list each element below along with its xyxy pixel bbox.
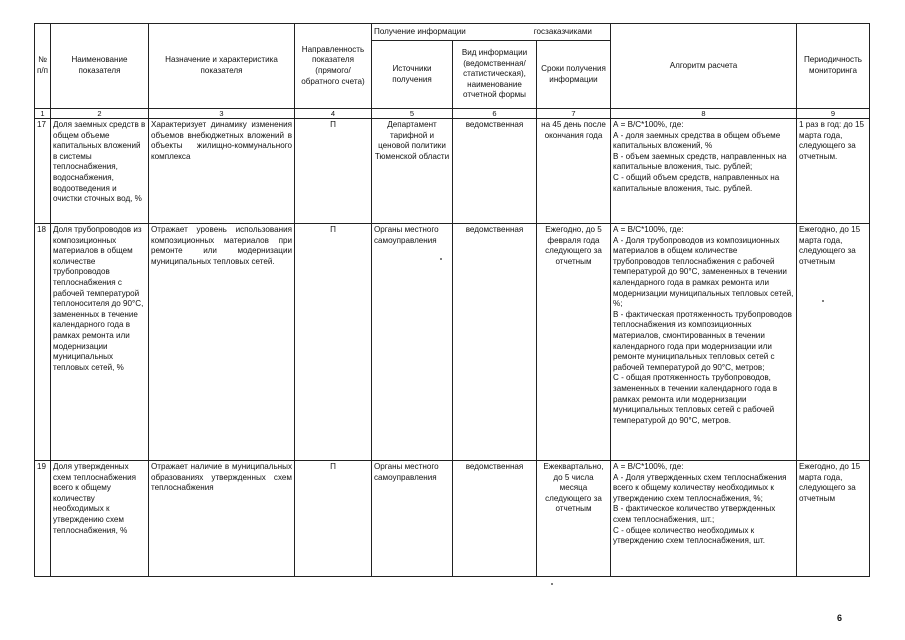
monitoring-periodicity: Ежегодно, до 15 марта года, следующего за отчетным [797,224,870,461]
algorithm-line: А = В/С*100%, где: [613,225,684,234]
table-row [35,224,870,461]
scan-speck [822,300,824,302]
header-purpose: Назначение и характеристика показателя [149,24,295,109]
column-number: 3 [149,109,295,119]
header-info-group [372,24,611,41]
indicator-name: Доля заемных средств в общем объеме капитальных вложений в системы теплоснабжения, водоснабжения, водоотведения и очистки сточных вод, % [51,119,149,224]
info-type: ведомственная [453,224,537,461]
page-number: 6 [837,613,843,623]
column-number: 9 [797,109,870,119]
info-deadline: Ежегодно, до 5 февраля года следующего за отчетным [537,224,611,461]
indicators-table [34,23,870,577]
calculation-algorithm [611,224,797,461]
scan-speck [551,583,553,585]
info-source: Департамент тарифной и ценовой политики Тюменской области [372,119,453,224]
row-num: 17 [35,119,51,224]
column-number: 2 [51,109,149,119]
row-num: 18 [35,224,51,461]
column-number: 6 [453,109,537,119]
indicator-direction: П [295,119,372,224]
header-num: № п/п [35,24,51,109]
info-source: Органы местного самоуправления [372,224,453,461]
indicator-purpose: Отражает уровень использования композиционных материалов при ремонте или модернизации муниципальных тепловых сетей. [149,224,295,461]
algorithm-line: С - общее количество необходимых к утверждению схем теплоснабжения, шт. [613,525,765,546]
algorithm-line: В - фактическое количество утвержденных схем теплоснабжения, шт.; [613,504,776,524]
column-number: 7 [537,109,611,119]
algorithm-line: В - объем заемных средств, направленных на капитальные вложения, тыс. рублей; [613,151,787,172]
row-num: 19 [35,461,51,577]
algorithm-line: В - фактическая протяженность трубопроводов теплоснабжения из композиционных материалов, смонтированных в течении календарного года при модернизации или ремонте муниципальных тепловых сетей с рабочей температурой до 90°С, метров; [613,309,792,372]
column-number: 8 [611,109,797,119]
column-numbers-row [35,109,870,119]
algorithm-line: А - Доля утвержденных схем теплоснабжения всего к общему количеству необходимых к утверждению схем теплоснабжения, %; [613,472,787,503]
indicator-name: Доля утвержденных схем теплоснабжения всего к общему количеству необходимых к утверждению схем теплоснабжения, % [51,461,149,577]
indicator-direction: П [295,224,372,461]
table-row [35,119,870,224]
header-sources: Источники получения [372,41,453,109]
header-algorithm: Алгоритм расчета [611,24,797,109]
info-deadline: Ежеквартально, до 5 числа месяца следующего за отчетным [537,461,611,577]
algorithm-line: А - Доля трубопроводов из композиционных материалов в общем количестве трубопроводов теплоснабжения с рабочей температурой до 90°С, замененных в течении календарного года в рамках ремонта или модернизации муниципальных тепловых сетей, %; [613,235,794,309]
algorithm-line: С - общая протяженность трубопроводов, замененных в течении календарного года в рамках ремонта или модернизации муниципальных тепловых сетей с рабочей температурой до 90°С, метров. [613,373,778,425]
scan-speck [440,258,442,260]
info-source: Органы местного самоуправления [372,461,453,577]
info-type: ведомственная [453,119,537,224]
column-number: 1 [35,109,51,119]
indicator-name: Доля трубопроводов из композиционных материалов в общем количестве трубопроводов теплоснабжения с рабочей температурой теплоносителя до 90°С, замененных в течение календарного года в рамках ремонта или модернизации муниципальных тепловых сетей, % [51,224,149,461]
document-page [34,23,869,577]
header-deadlines: Сроки получения информации [537,41,611,109]
calculation-algorithm [611,461,797,577]
indicator-purpose: Отражает наличие в муниципальных образованиях утвержденных схем теплоснабжения [149,461,295,577]
algorithm-line: А = В/С*100%, где: [613,120,684,129]
column-number: 5 [372,109,453,119]
column-number: 4 [295,109,372,119]
monitoring-periodicity: 1 раз в год: до 15 марта года, следующего за отчетным. [797,119,870,224]
indicator-purpose: Характеризует динамику изменения объемов внебюджетных вложений в объекты жилищно-коммунального комплекса [149,119,295,224]
indicator-direction: П [295,461,372,577]
header-direction: Направленность показателя (прямого/ обратного счета) [295,24,372,109]
algorithm-line: А = В/С*100%, где: [613,462,684,471]
algorithm-line: А - доля заемных средства в общем объеме капитальных вложений, % [613,130,781,151]
calculation-algorithm [611,119,797,224]
table-row [35,461,870,577]
info-type: ведомственная [453,461,537,577]
monitoring-periodicity: Ежегодно, до 15 марта года, следующего за отчетным [797,461,870,577]
header-row-top [35,24,870,41]
header-periodicity: Периодичность мониторинга [797,24,870,109]
algorithm-line: С - общий объем средств, направленных на капитальные вложения, тыс. рублей. [613,172,780,193]
header-info-group-left: Получение информации [374,26,466,36]
header-info-group-right: госзаказчиками [533,26,592,36]
info-deadline: на 45 день после окончания года [537,119,611,224]
header-name: Наименование показателя [51,24,149,109]
header-info-type: Вид информации (ведомственная/ статистическая), наименование отчетной формы [453,41,537,109]
